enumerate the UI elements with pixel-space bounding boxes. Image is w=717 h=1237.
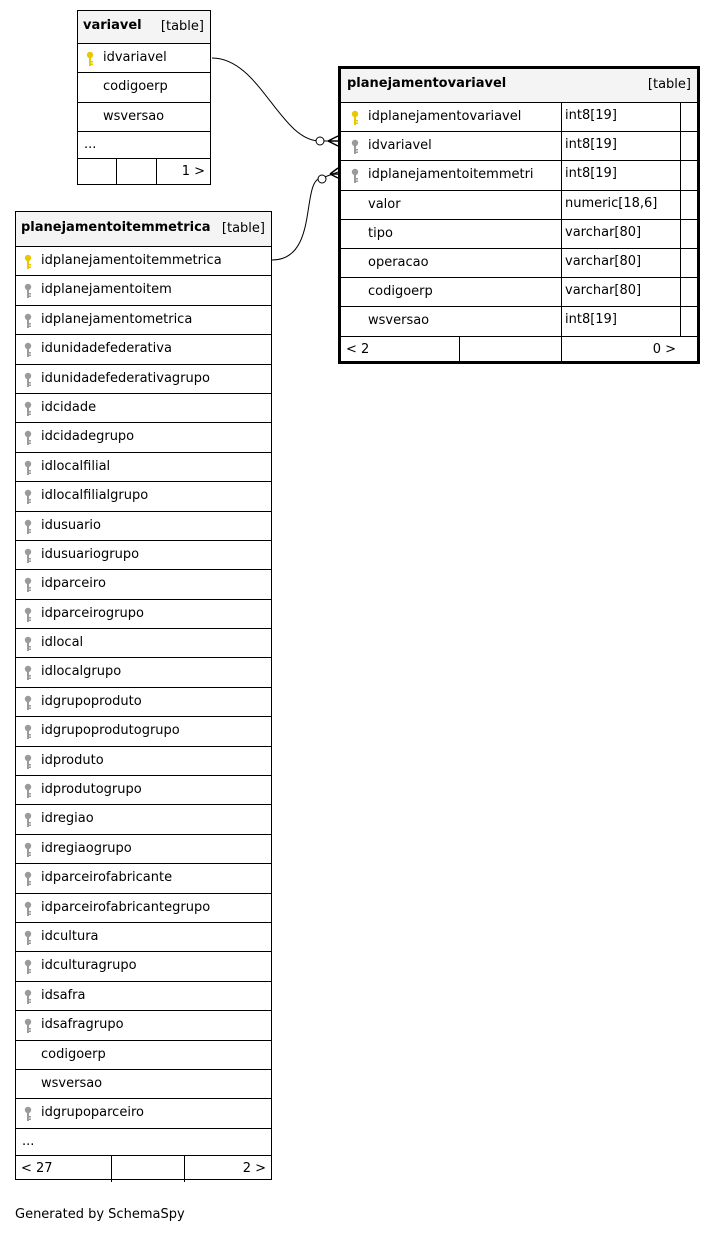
column-name: idprodutogrupo (41, 782, 142, 798)
column-name: codigoerp (41, 1046, 106, 1062)
primary-key-icon (85, 51, 95, 67)
column-row[interactable] (16, 276, 271, 305)
column-name: idsafra (41, 987, 86, 1003)
column-name: idculturagrupo (41, 958, 137, 974)
table-type: [table] (647, 77, 691, 92)
column-row[interactable] (16, 423, 271, 452)
table-footer: 1 > (78, 159, 210, 185)
column-name: idplanejamentoitemmetrica (41, 253, 222, 268)
column-row[interactable] (341, 220, 697, 249)
column-name: idunidadefederativagrupo (41, 370, 210, 386)
foreign-key-icon (23, 989, 33, 1005)
column-name: idregiao (41, 811, 94, 827)
column-name: idvariavel (368, 138, 432, 154)
column-row[interactable] (341, 307, 697, 336)
column-name: idparceirofabricante (41, 870, 173, 886)
table-name: planejamentovariavel (347, 76, 507, 91)
column-name: idgrupoproduto (41, 693, 142, 709)
column-name: idunidadefederativa (41, 341, 172, 357)
foreign-key-icon (23, 754, 33, 770)
column-type: varchar[80] (565, 253, 642, 269)
foreign-key-icon (23, 607, 33, 623)
column-type: int8[19] (565, 312, 617, 328)
column-type: varchar[80] (565, 283, 642, 299)
table-type: [table] (160, 19, 204, 34)
column-row[interactable] (16, 512, 271, 541)
column-name: idlocalfilialgrupo (41, 488, 149, 504)
column-row[interactable] (16, 629, 271, 658)
column-name: idgrupoparceiro (41, 1105, 144, 1121)
column-row[interactable] (78, 73, 210, 102)
foreign-key-icon (350, 139, 360, 155)
column-row[interactable] (16, 335, 271, 364)
column-name: idvariavel (103, 50, 167, 65)
column-name: idcidade (41, 399, 97, 415)
table-name: planejamentoitemmetrica (21, 220, 211, 235)
column-name: idlocalfilial (41, 458, 111, 474)
foreign-key-icon (23, 812, 33, 828)
column-row[interactable] (341, 103, 697, 132)
zero-marker (318, 175, 326, 183)
foreign-key-icon (23, 871, 33, 887)
column-name: valor (368, 196, 401, 212)
column-row[interactable] (78, 103, 210, 132)
column-row[interactable] (16, 864, 271, 893)
foreign-key-icon (350, 168, 360, 184)
foreign-key-icon (23, 548, 33, 564)
column-name: idparceirofabricantegrupo (41, 899, 211, 915)
foreign-key-icon (23, 783, 33, 799)
foreign-key-icon (23, 959, 33, 975)
column-row[interactable] (16, 1011, 271, 1040)
column-name: codigoerp (103, 79, 168, 95)
column-name: idcultura (41, 928, 99, 944)
column-name: idlocalgrupo (41, 664, 122, 680)
column-name: tipo (368, 225, 393, 241)
column-row[interactable] (16, 952, 271, 981)
foreign-key-icon (23, 283, 33, 299)
column-name: wsversao (41, 1075, 103, 1091)
column-type: varchar[80] (565, 224, 642, 240)
column-row[interactable] (16, 541, 271, 570)
foreign-key-icon (23, 930, 33, 946)
column-row[interactable] (16, 1041, 271, 1070)
column-row[interactable] (16, 776, 271, 805)
column-row[interactable] (16, 805, 271, 834)
column-row[interactable] (16, 835, 271, 864)
column-row[interactable] (16, 600, 271, 629)
foreign-key-icon (23, 1106, 33, 1122)
table-name: variavel (83, 18, 142, 33)
column-row[interactable] (16, 717, 271, 746)
table-header (341, 69, 697, 103)
foreign-key-icon (23, 313, 33, 329)
table-header (16, 212, 271, 247)
column-name: operacao (368, 254, 429, 270)
foreign-key-icon (23, 724, 33, 740)
column-name: idplanejamentoitem (41, 282, 172, 298)
table-variavel[interactable] (77, 10, 211, 185)
crow-foot (328, 136, 338, 146)
column-row[interactable] (16, 923, 271, 952)
column-row[interactable] (16, 247, 271, 276)
table-type: [table] (221, 221, 265, 236)
column-row[interactable] (16, 747, 271, 776)
column-name: idproduto (41, 752, 104, 768)
foreign-key-icon (23, 842, 33, 858)
column-name: idgrupoprodutogrupo (41, 723, 180, 739)
column-row[interactable] (78, 44, 210, 73)
column-row[interactable] (16, 658, 271, 687)
column-type: numeric[18,6] (565, 195, 658, 211)
zero-marker (316, 137, 324, 145)
column-row[interactable] (341, 278, 697, 307)
column-name: idparceiro (41, 576, 106, 592)
foreign-key-icon (23, 401, 33, 417)
column-row[interactable] (16, 394, 271, 423)
generated-by-credit: Generated by SchemaSpy (15, 1207, 185, 1222)
column-row[interactable] (341, 161, 697, 190)
foreign-key-icon (23, 460, 33, 476)
column-row[interactable] (341, 132, 697, 161)
column-name: idplanejamentometrica (41, 311, 193, 327)
column-row[interactable] (16, 1070, 271, 1099)
column-name: idregiaogrupo (41, 840, 132, 856)
column-row[interactable] (16, 688, 271, 717)
column-row[interactable] (341, 249, 697, 278)
foreign-key-icon (23, 342, 33, 358)
more-columns: ... (78, 132, 210, 159)
primary-key-icon (23, 254, 33, 270)
foreign-key-icon (23, 636, 33, 652)
column-row[interactable] (16, 306, 271, 335)
column-name: idusuariogrupo (41, 546, 140, 562)
foreign-key-icon (23, 901, 33, 917)
column-type: int8[19] (565, 166, 617, 182)
column-row[interactable] (16, 982, 271, 1011)
table-footer: < 2 0 > (341, 337, 697, 363)
foreign-key-icon (23, 1018, 33, 1034)
column-row[interactable] (16, 365, 271, 394)
relationship-variavel-planejamentovariavel (212, 58, 338, 141)
foreign-key-icon (23, 430, 33, 446)
column-name: idsafragrupo (41, 1017, 124, 1033)
table-planejamentovariavel[interactable] (338, 66, 700, 364)
column-type: int8[19] (565, 137, 617, 153)
column-name: idplanejamentoitemmetri (368, 167, 534, 183)
column-row[interactable] (16, 482, 271, 511)
column-name: idparceirogrupo (41, 605, 144, 621)
column-name: idcidadegrupo (41, 429, 135, 445)
column-row[interactable] (16, 453, 271, 482)
more-columns: ... (16, 1129, 271, 1156)
column-row[interactable] (341, 191, 697, 220)
foreign-key-icon (23, 695, 33, 711)
column-name: idplanejamentovariavel (368, 109, 522, 124)
column-row[interactable] (16, 570, 271, 599)
foreign-key-icon (23, 372, 33, 388)
column-row[interactable] (16, 894, 271, 923)
primary-key-icon (350, 110, 360, 126)
foreign-key-icon (23, 519, 33, 535)
relationship-planejamentoitemmetrica-planejamentovariavel (272, 172, 338, 260)
column-name: idlocal (41, 635, 84, 651)
column-type: int8[19] (565, 108, 617, 123)
foreign-key-icon (23, 489, 33, 505)
table-planejamentoitemmetrica[interactable] (15, 211, 272, 1180)
column-row[interactable] (16, 1099, 271, 1128)
table-footer: < 27 2 > (16, 1156, 271, 1182)
foreign-key-icon (23, 665, 33, 681)
foreign-key-icon (23, 577, 33, 593)
table-header (78, 11, 210, 44)
column-name: wsversao (103, 108, 165, 124)
column-name: idusuario (41, 517, 101, 533)
column-name: codigoerp (368, 284, 433, 300)
column-name: wsversao (368, 313, 430, 329)
